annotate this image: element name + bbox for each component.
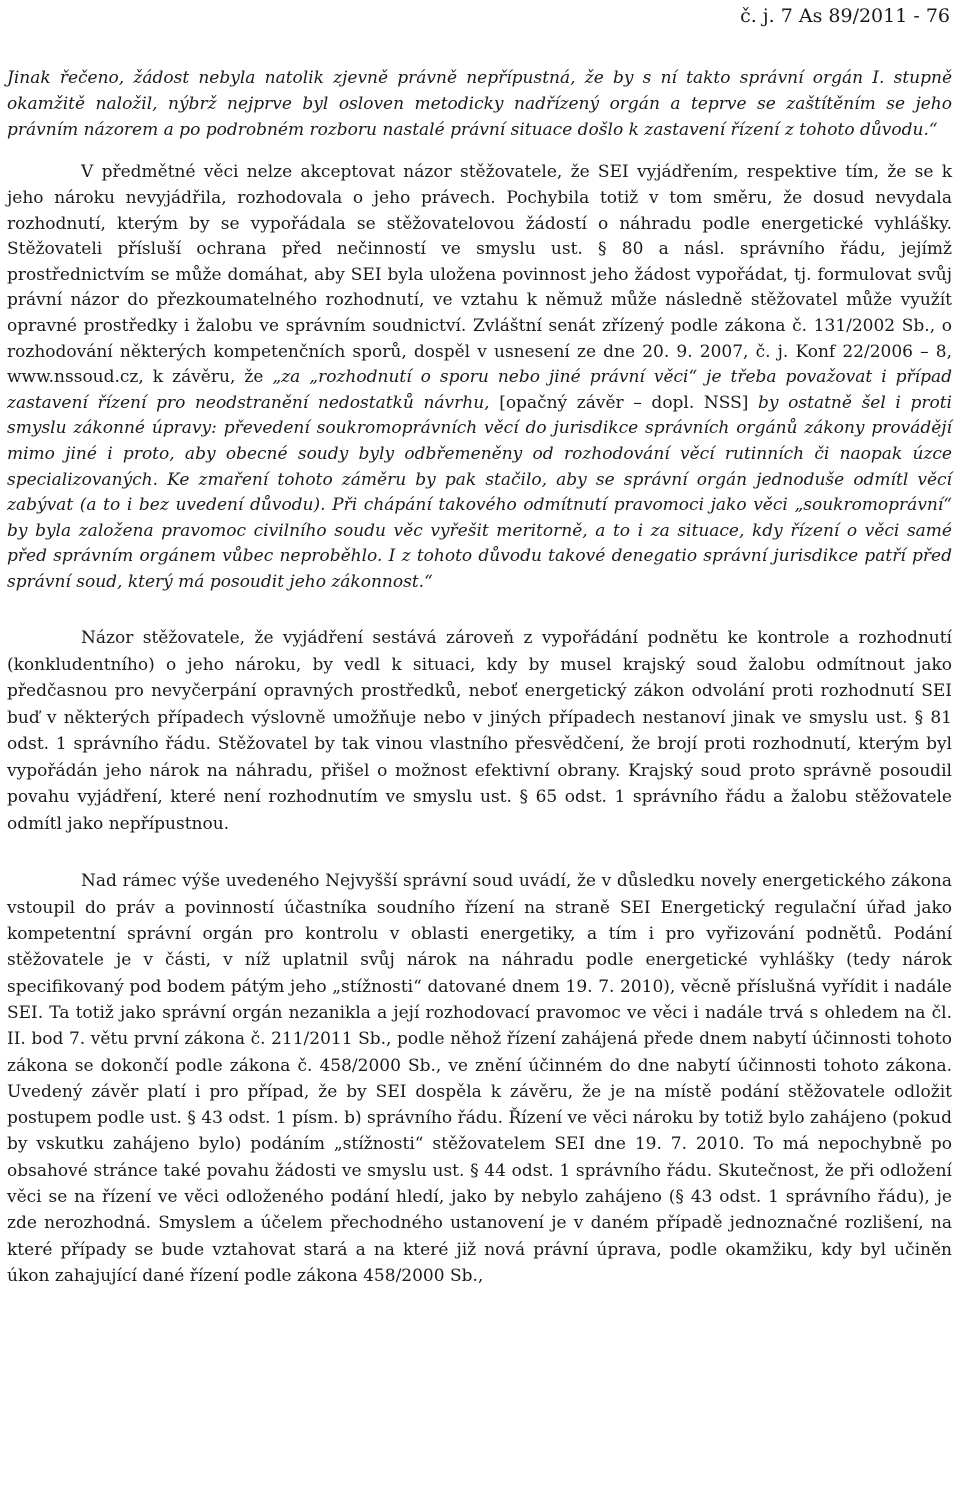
document-page bbox=[7, 0, 952, 1289]
paragraph-1 bbox=[7, 160, 952, 595]
paragraph-1-quote-1: „za „rozhodnutí o sporu nebo jiné právní věci“ je třeba považovat i případ zastavení řízení pro neodstranění nedostatků návrhu, bbox=[7, 367, 952, 413]
paragraph-1-text: V předmětné věci nelze akceptovat názor stěžovatele, že SEI vyjádřením, respektive tím, že se k jeho nároku nevyjádřila, rozhodovala o jeho právech. Pochybila totiž v tom směru, že dosud nevydala rozhodnutí, kterým by se vypořádala se stěžovatelovou žádostí o náhradu podle energetické vyhlášky. Stěžovateli přísluší ochrana před nečinností ve smyslu ust. § 80 a násl. správního řádu, jejímž prostřednictvím se může domáhat, aby SEI byla uložena povinnost jeho žádost vypořádat, tj. formulovat svůj právní názor do přezkoumatelného rozhodnutí, ve vztahu k němuž může následně stěžovatel může využít opravné prostředky i žalobu ve správním soudnictví. Zvláštní senát zřízený podle zákona č. 131/2002 Sb., o rozhodování některých kompetenčních sporů, dospěl v usnesení ze dne 20. 9. 2007, č. j. Konf 22/2006 – 8, www.nssoud.cz, k závěru, že bbox=[7, 162, 952, 388]
paragraph-2: Názor stěžovatele, že vyjádření sestává zároveň z vypořádání podnětu ke kontrole a rozhodnutí (konkludentního) o jeho nároku, by vedl k situaci, kdy by musel krajský soud žalobu odmítnout jako předčasnou pro nevyčerpání opravných prostředků, neboť energetický zákon odvolání proti rozhodnutí SEI buď v některých případech výslovně umožňuje nebo v jiných případech nestanoví jinak ve smyslu ust. § 81 odst. 1 správního řádu. Stěžovatel by tak vinou vlastního přesvědčení, že brojí proti rozhodnutí, kterým byl vypořádán jeho nárok na náhradu, přišel o možnost efektivní obrany. Krajský soud proto správně posoudil povahu vyjádření, které není rozhodnutím ve smyslu ust. § 65 odst. 1 správního řádu a žalobu stěžovatele odmítl jako nepřípustnou. bbox=[7, 628, 952, 834]
quote-paragraph: Jinak řečeno, žádost nebyla natolik zjevně právně nepřípustná, že by s ní takto správní orgán I. stupně okamžitě naložil, nýbrž nejprve byl osloven metodicky nadřízený orgán a teprve se zaštítěním se jeho právním názorem a po podrobném rozboru nastalé právní situace došlo k zastavení řízení z tohoto důvodu.“ bbox=[7, 68, 952, 140]
paragraph-1-quote-2: by ostatně šel i proti smyslu zákonné úpravy: převedení soukromoprávních věcí do jurisdikce správních orgánů zákony provádějí mimo jiné i proto, aby obecné soudy byly odbřemeněny od rozhodování věcí rutinních či naopak úzce specializovaných. Ke zmaření tohoto záměru by pak stačilo, aby se správní orgán jednoduše odmítl věcí zabývat (a to i bez uvedení důvodu). Při chápání takového odmítnutí pravomoci jako věci „soukromoprávní“ by byla založena pravomoc civilního soudu věc vyřešit meritorně, a to i za situace, kdy řízení o věci samé před správním orgánem vůbec neproběhlo. I z tohoto důvodu takové denegatio správní jurisdikce patří před správní soud, který má posoudit jeho zákonnost.“ bbox=[7, 392, 952, 592]
case-reference: č. j. 7 As 89/2011 - 76 bbox=[740, 5, 950, 27]
paragraph-3: Nad rámec výše uvedeného Nejvyšší správní soud uvádí, že v důsledku novely energetického zákona vstoupil do práv a povinností účastníka soudního řízení na straně SEI Energetický regulační úřad jako kompetentní správní orgán pro kontrolu v oblasti energetiky, a tím i pro vyřizování podnětů. Podání stěžovatele je v části, v níž uplatnil svůj nárok na náhradu podle energetické vyhlášky (tedy nárok specifikovaný pod bodem pátým jeho „stížnosti“ datované dnem 19. 7. 2010), věcně příslušná vyřídit i nadále SEI. Ta totiž jako správní orgán nezanikla a její rozhodovací pravomoc ve věci i nadále trvá s ohledem na čl. II. bod 7. větu první zákona č. 211/2011 Sb., podle něhož řízení zahájená přede dnem nabytí účinnosti tohoto zákona se dokončí podle zákona č. 458/2000 Sb., ve znění účinném do dne nabytí účinnosti tohoto zákona. Uvedený závěr platí i pro případ, že by SEI dospěla k závěru, že je na místě podání stěžovatele odložit postupem podle ust. § 43 odst. 1 písm. b) správního řádu. Řízení ve věci nároku by totiž bylo zahájeno (pokud by vskutku zahájeno bylo) podáním „stížnosti“ stěžovatelem SEI dne 19. 7. 2010. To má nepochybně po obsahové stránce také povahu žádosti ve smyslu ust. § 44 odst. 1 správního řádu. Skutečnost, že při odložení věci se na řízení ve věci odloženého podání hledí, jako by nebylo zahájeno (§ 43 odst. 1 správního řádu), je zde nerozhodná. Smyslem a účelem přechodného ustanovení je v daném případě jednoznačné rozlišení, na které případy se bude vztahovat stará a na které již nová právní úprava, podle okamžiku, kdy byl učiněn úkon zahajující dané řízení podle zákona 458/2000 Sb., bbox=[7, 871, 952, 1286]
paragraph-1-insertion: [opačný závěr – dopl. NSS] bbox=[489, 392, 759, 413]
